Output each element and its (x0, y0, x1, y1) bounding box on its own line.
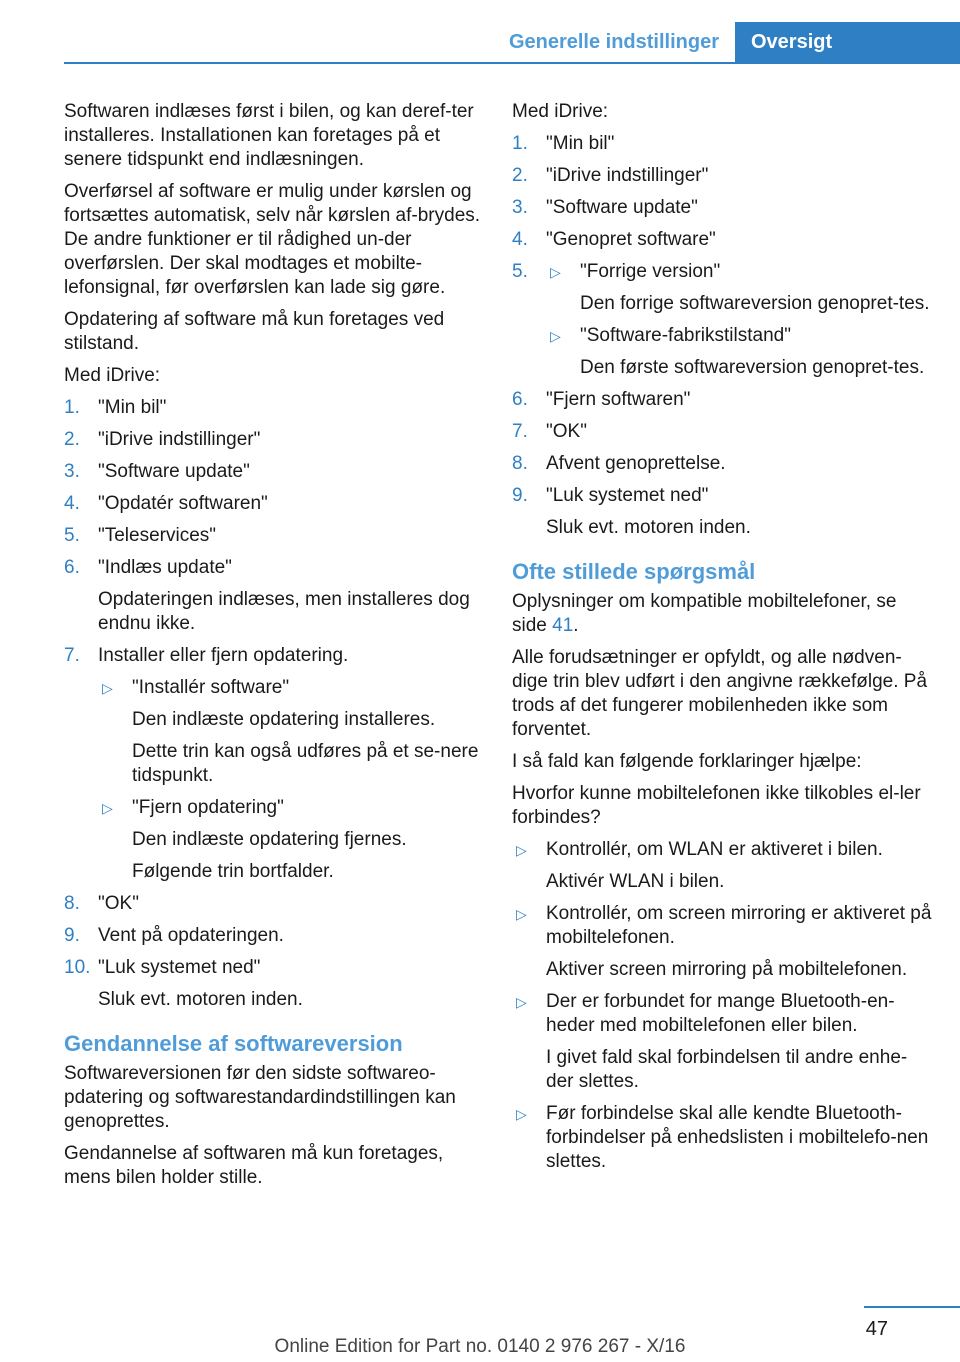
step-text: "iDrive indstillinger" (98, 429, 261, 450)
left-column (64, 100, 484, 1198)
faq-text: Der er forbundet for mange Bluetooth-en-heder med mobiltelefonen eller bilen. (546, 991, 895, 1036)
step-text: "OK" (98, 893, 139, 914)
paragraph: Med iDrive: (64, 365, 161, 386)
step-number: 10. (64, 957, 91, 978)
paragraph: Hvorfor kunne mobiltelefonen ikke tilkobles el-ler forbindes? (512, 783, 921, 828)
step-list (64, 396, 484, 1012)
step-item (64, 524, 484, 548)
page-number: 47 (865, 1318, 888, 1340)
footer-rule (864, 1306, 960, 1308)
paragraph: Softwareversionen før den sidste softwareo-pdatering og softwarestandardindstillingen kan genoprettes. (64, 1063, 456, 1132)
step-note: Sluk evt. motoren inden. (98, 989, 303, 1010)
faq-item (512, 990, 932, 1094)
step-item (512, 388, 932, 412)
step-item (64, 396, 484, 420)
step-number: 1. (64, 397, 80, 418)
step-text: "Software update" (546, 197, 698, 218)
option-text: "Forrige version" (580, 261, 721, 282)
step-item (512, 484, 932, 540)
faq-text: Før forbindelse skal alle kendte Bluetooth-forbindelser på enhedslisten i mobiltelefo-nen slettes. (546, 1103, 929, 1172)
step-text: "Opdatér softwaren" (98, 493, 268, 514)
step-item (64, 644, 484, 884)
step-number: 8. (64, 893, 80, 914)
step-number: 4. (64, 493, 80, 514)
section-heading: Ofte stillede spørgsmål (512, 559, 756, 584)
edition-footer: Online Edition for Part no. 0140 2 976 267 - X/16 (274, 1336, 686, 1357)
step-text: Vent på opdateringen. (98, 925, 284, 946)
option-list (98, 676, 484, 884)
paragraph: Alle forudsætninger er opfyldt, og alle nødven-dige trin blev udført i den angivne rækkefølge. På trods af det fungerer mobilenheden ikke som forventet. (512, 647, 928, 740)
option-note: Følgende trin bortfalder. (132, 861, 334, 882)
step-number: 3. (64, 461, 80, 482)
paragraph: I så fald kan følgende forklaringer hjælpe: (512, 751, 862, 772)
paragraph: Overførsel af software er mulig under kørslen og fortsættes automatisk, selv når kørslen af-brydes. De andre funktioner er til rådighed un-der overførslen. Der skal modtages et mobilte-lefonsignal, før overførslen kan lade sig gøre. (64, 181, 481, 298)
step-number: 9. (64, 925, 80, 946)
option-item (98, 796, 484, 884)
step-text: "Luk systemet ned" (98, 957, 261, 978)
faq-item (512, 902, 932, 982)
step-number: 5. (512, 261, 528, 282)
right-column (512, 100, 932, 1182)
faq-note: Aktiver screen mirroring på mobiltelefonen. (546, 959, 908, 980)
triangle-bullet-icon: ▷ (516, 1106, 527, 1122)
step-item (512, 164, 932, 188)
step-item (64, 556, 484, 636)
step-text: "Indlæs update" (98, 557, 232, 578)
step-number: 7. (64, 645, 80, 666)
page-reference-link[interactable]: 41 (552, 615, 574, 636)
triangle-bullet-icon: ▷ (550, 328, 561, 344)
faq-text: Kontrollér, om screen mirroring er aktiveret på mobiltelefonen. (546, 903, 932, 948)
chapter-tab[interactable]: Generelle indstillinger (508, 31, 719, 53)
step-item (64, 892, 484, 916)
step-note: Sluk evt. motoren inden. (546, 517, 751, 538)
step-number: 1. (512, 133, 528, 154)
step-number: 7. (512, 421, 528, 442)
triangle-bullet-icon: ▷ (516, 842, 527, 858)
step-number: 8. (512, 453, 528, 474)
option-item (98, 676, 484, 788)
section-heading: Gendannelse af softwareversion (64, 1031, 403, 1056)
step-item (64, 428, 484, 452)
step-text: "Min bil" (546, 133, 615, 154)
option-list (546, 260, 932, 380)
paragraph (512, 590, 932, 638)
step-note: Opdateringen indlæses, men installeres dog endnu ikke. (98, 589, 470, 634)
page-header (64, 22, 960, 64)
faq-note: Aktivér WLAN i bilen. (546, 871, 725, 892)
paragraph: Med iDrive: (512, 101, 609, 122)
step-text: "Fjern softwaren" (546, 389, 691, 410)
step-text: "Luk systemet ned" (546, 485, 709, 506)
triangle-bullet-icon: ▷ (102, 680, 113, 696)
triangle-bullet-icon: ▷ (516, 994, 527, 1010)
step-text: "Software update" (98, 461, 250, 482)
option-note: Den første softwareversion genopret-tes. (580, 357, 925, 378)
option-item (546, 324, 932, 380)
step-text: "iDrive indstillinger" (546, 165, 709, 186)
step-item (64, 492, 484, 516)
step-item (64, 924, 484, 948)
option-text: "Installér software" (132, 677, 290, 698)
faq-text: Kontrollér, om WLAN er aktiveret i bilen. (546, 839, 883, 860)
faq-item (512, 1102, 932, 1174)
option-text: "Fjern opdatering" (132, 797, 284, 818)
step-number: 6. (512, 389, 528, 410)
step-text: Afvent genoprettelse. (546, 453, 726, 474)
faq-note: I givet fald skal forbindelsen til andre enhe-der slettes. (546, 1047, 908, 1092)
step-number: 3. (512, 197, 528, 218)
option-text: "Software-fabrikstilstand" (580, 325, 791, 346)
step-number: 2. (512, 165, 528, 186)
step-item (512, 228, 932, 252)
triangle-bullet-icon: ▷ (550, 264, 561, 280)
paragraph-text: Oplysninger om kompatible mobiltelefoner, se side (512, 591, 897, 636)
faq-item (512, 838, 932, 894)
paragraph: Softwaren indlæses først i bilen, og kan deref-ter installeres. Installationen kan foretages på et senere tidspunkt end indlæsningen. (64, 101, 474, 170)
faq-list (512, 838, 932, 1174)
section-tab-active[interactable]: Oversigt (735, 22, 960, 62)
option-note: Dette trin kan også udføres på et se-nere tidspunkt. (132, 741, 479, 786)
paragraph: Gendannelse af softwaren må kun foretages, mens bilen holder stille. (64, 1143, 444, 1188)
option-note: Den forrige softwareversion genopret-tes. (580, 293, 930, 314)
step-item (512, 260, 932, 380)
step-text: "Min bil" (98, 397, 167, 418)
step-number: 2. (64, 429, 80, 450)
step-number: 6. (64, 557, 80, 578)
option-note: Den indlæste opdatering installeres. (132, 709, 436, 730)
step-text: "OK" (546, 421, 587, 442)
step-item (512, 196, 932, 220)
step-text: "Teleservices" (98, 525, 217, 546)
step-item (64, 956, 484, 1012)
step-text: Installer eller fjern opdatering. (98, 645, 349, 666)
step-item (512, 132, 932, 156)
step-list (512, 132, 932, 540)
step-number: 5. (64, 525, 80, 546)
triangle-bullet-icon: ▷ (102, 800, 113, 816)
option-item (546, 260, 932, 316)
step-number: 9. (512, 485, 528, 506)
step-item (512, 420, 932, 444)
paragraph-text: . (573, 615, 579, 636)
step-item (512, 452, 932, 476)
step-number: 4. (512, 229, 528, 250)
triangle-bullet-icon: ▷ (516, 906, 527, 922)
paragraph: Opdatering af software må kun foretages ved stilstand. (64, 309, 445, 354)
step-text: "Genopret software" (546, 229, 716, 250)
option-note: Den indlæste opdatering fjernes. (132, 829, 407, 850)
step-item (64, 460, 484, 484)
